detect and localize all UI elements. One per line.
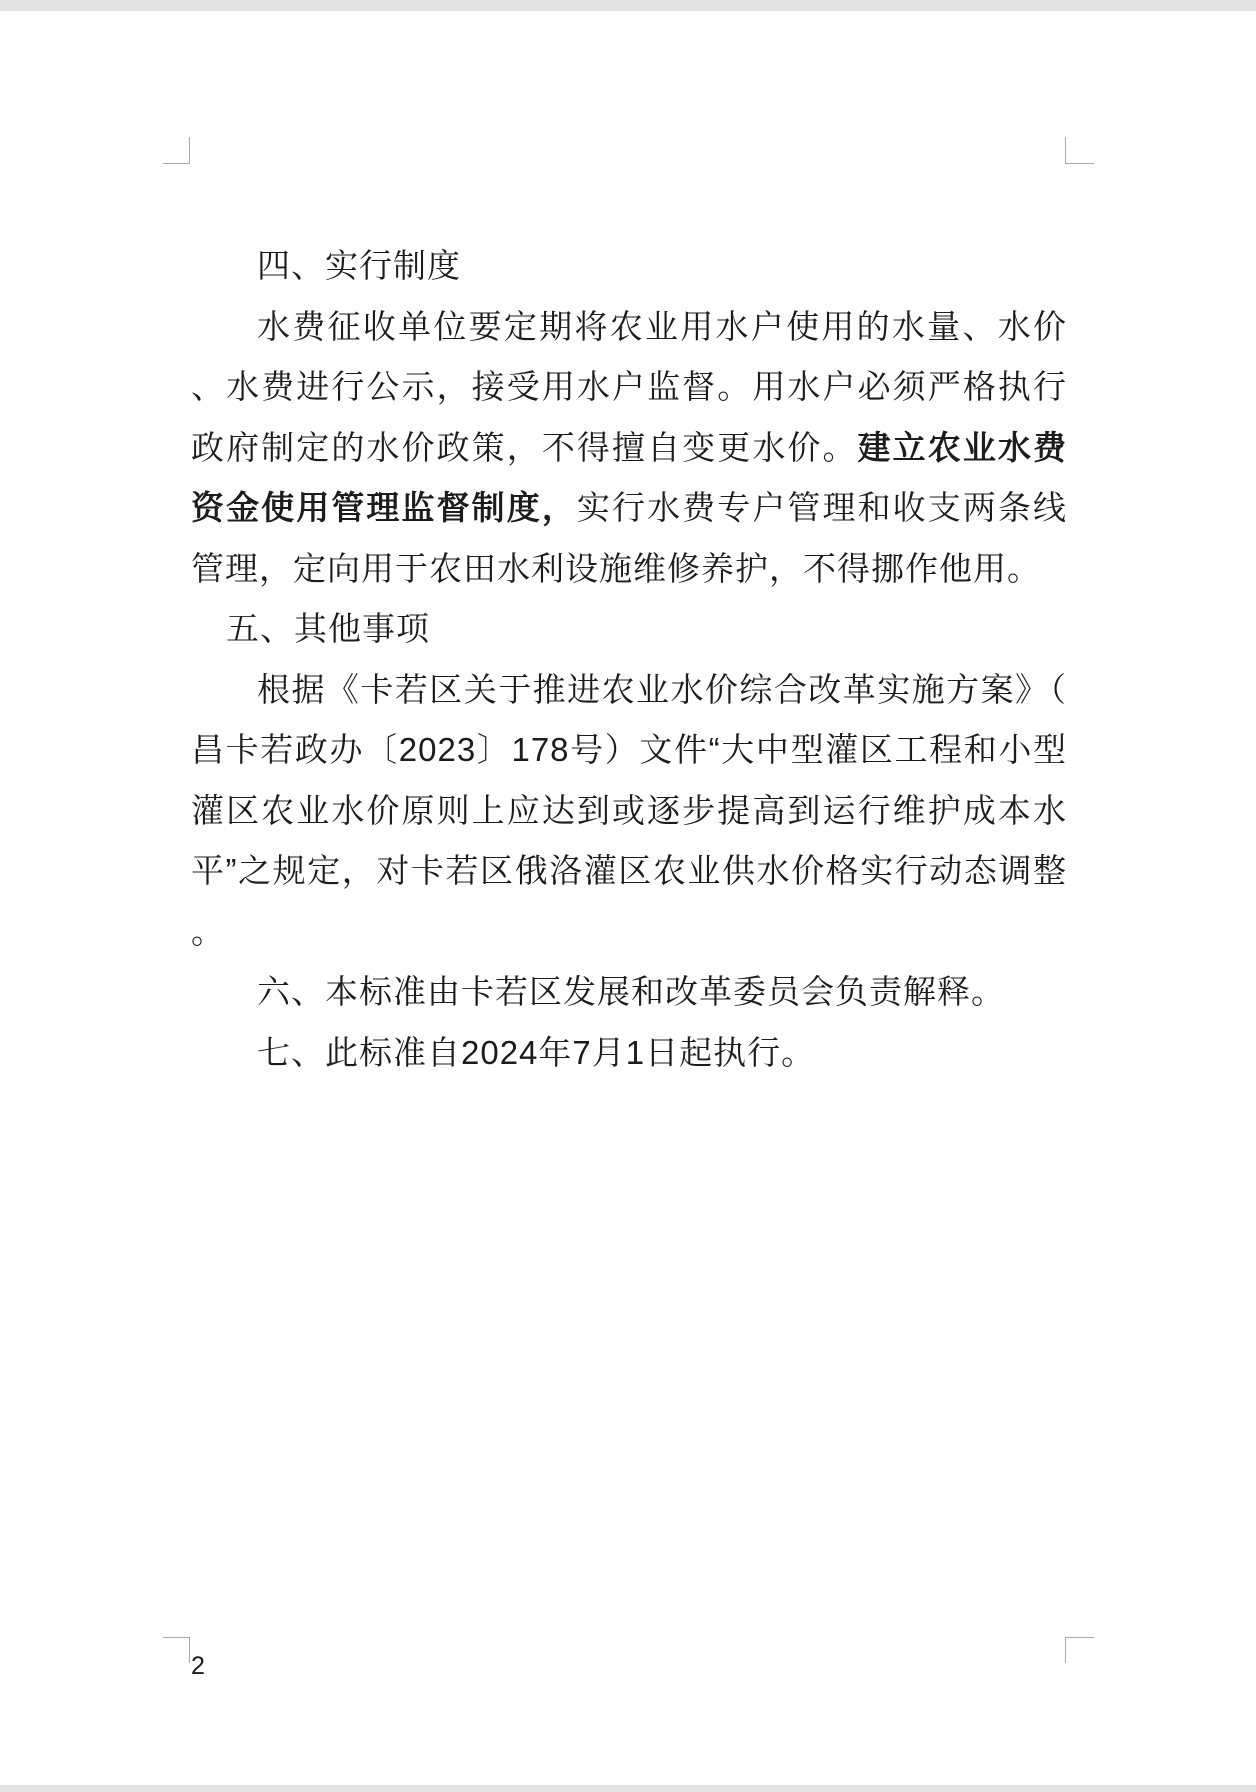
body-line [191, 720, 1067, 781]
body-text: 灌区农业水价原则上应达到或逐步提高到运行维护成本水 [191, 791, 1067, 829]
body-text-bold: 资金使用管理监督制度， [191, 489, 577, 526]
section-item-text: 七、此标准自2024年7月1日起执行。 [257, 1033, 816, 1071]
body-line [191, 418, 1067, 479]
page-number: 2 [191, 1652, 205, 1680]
body-text: 、水费进行公示，接受用水户监督。用水户必须严格执行 [191, 368, 1067, 405]
page-separator-bottom [0, 1785, 1256, 1792]
body-line [257, 297, 1067, 358]
body-text: 水费征收单位要定期将农业用水户使用的水量、水价 [257, 307, 1067, 345]
section-heading-text: 五、其他事项 [226, 610, 430, 647]
body-text: 实行水费专户管理和收支两条线 [576, 489, 1067, 526]
body-text: 昌卡若政办〔2023〕178号）文件“大中型灌区工程和小型 [191, 731, 1067, 768]
body-text: 平”之规定，对卡若区俄洛灌区农业供水价格实行动态调整 [191, 852, 1067, 889]
body-line [191, 357, 1067, 418]
body-line [191, 902, 1256, 963]
body-line [191, 539, 1256, 600]
crop-mark-bottom-right [1065, 1637, 1094, 1663]
section-heading [226, 599, 1256, 660]
body-text: 管理，定向用于农田水利设施维修养护，不得挪作他用。 [191, 549, 1041, 587]
body-line [191, 781, 1067, 842]
section-heading-text: 四、实行制度 [257, 247, 461, 284]
body-text: 根据《卡若区关于推进农业水价综合改革实施方案》（ [257, 670, 1067, 708]
section-item [257, 1023, 1256, 1084]
body-text: 政府制定的水价政策，不得擅自变更水价。 [191, 428, 858, 466]
section-item-text: 六、本标准由卡若区发展和改革委员会负责解释。 [257, 973, 1005, 1010]
body-line [257, 660, 1067, 721]
page-separator-top [0, 0, 1256, 11]
section-heading [257, 236, 1256, 297]
crop-mark-top-right [1065, 137, 1094, 164]
section-item [257, 962, 1256, 1023]
body-text: 。 [191, 912, 225, 950]
body-text-bold: 建立农业水费 [857, 428, 1067, 466]
document-body [0, 236, 1256, 1083]
crop-mark-bottom-left [163, 1637, 190, 1663]
body-line [191, 841, 1067, 902]
body-line [191, 478, 1067, 539]
crop-mark-top-left [163, 137, 190, 164]
